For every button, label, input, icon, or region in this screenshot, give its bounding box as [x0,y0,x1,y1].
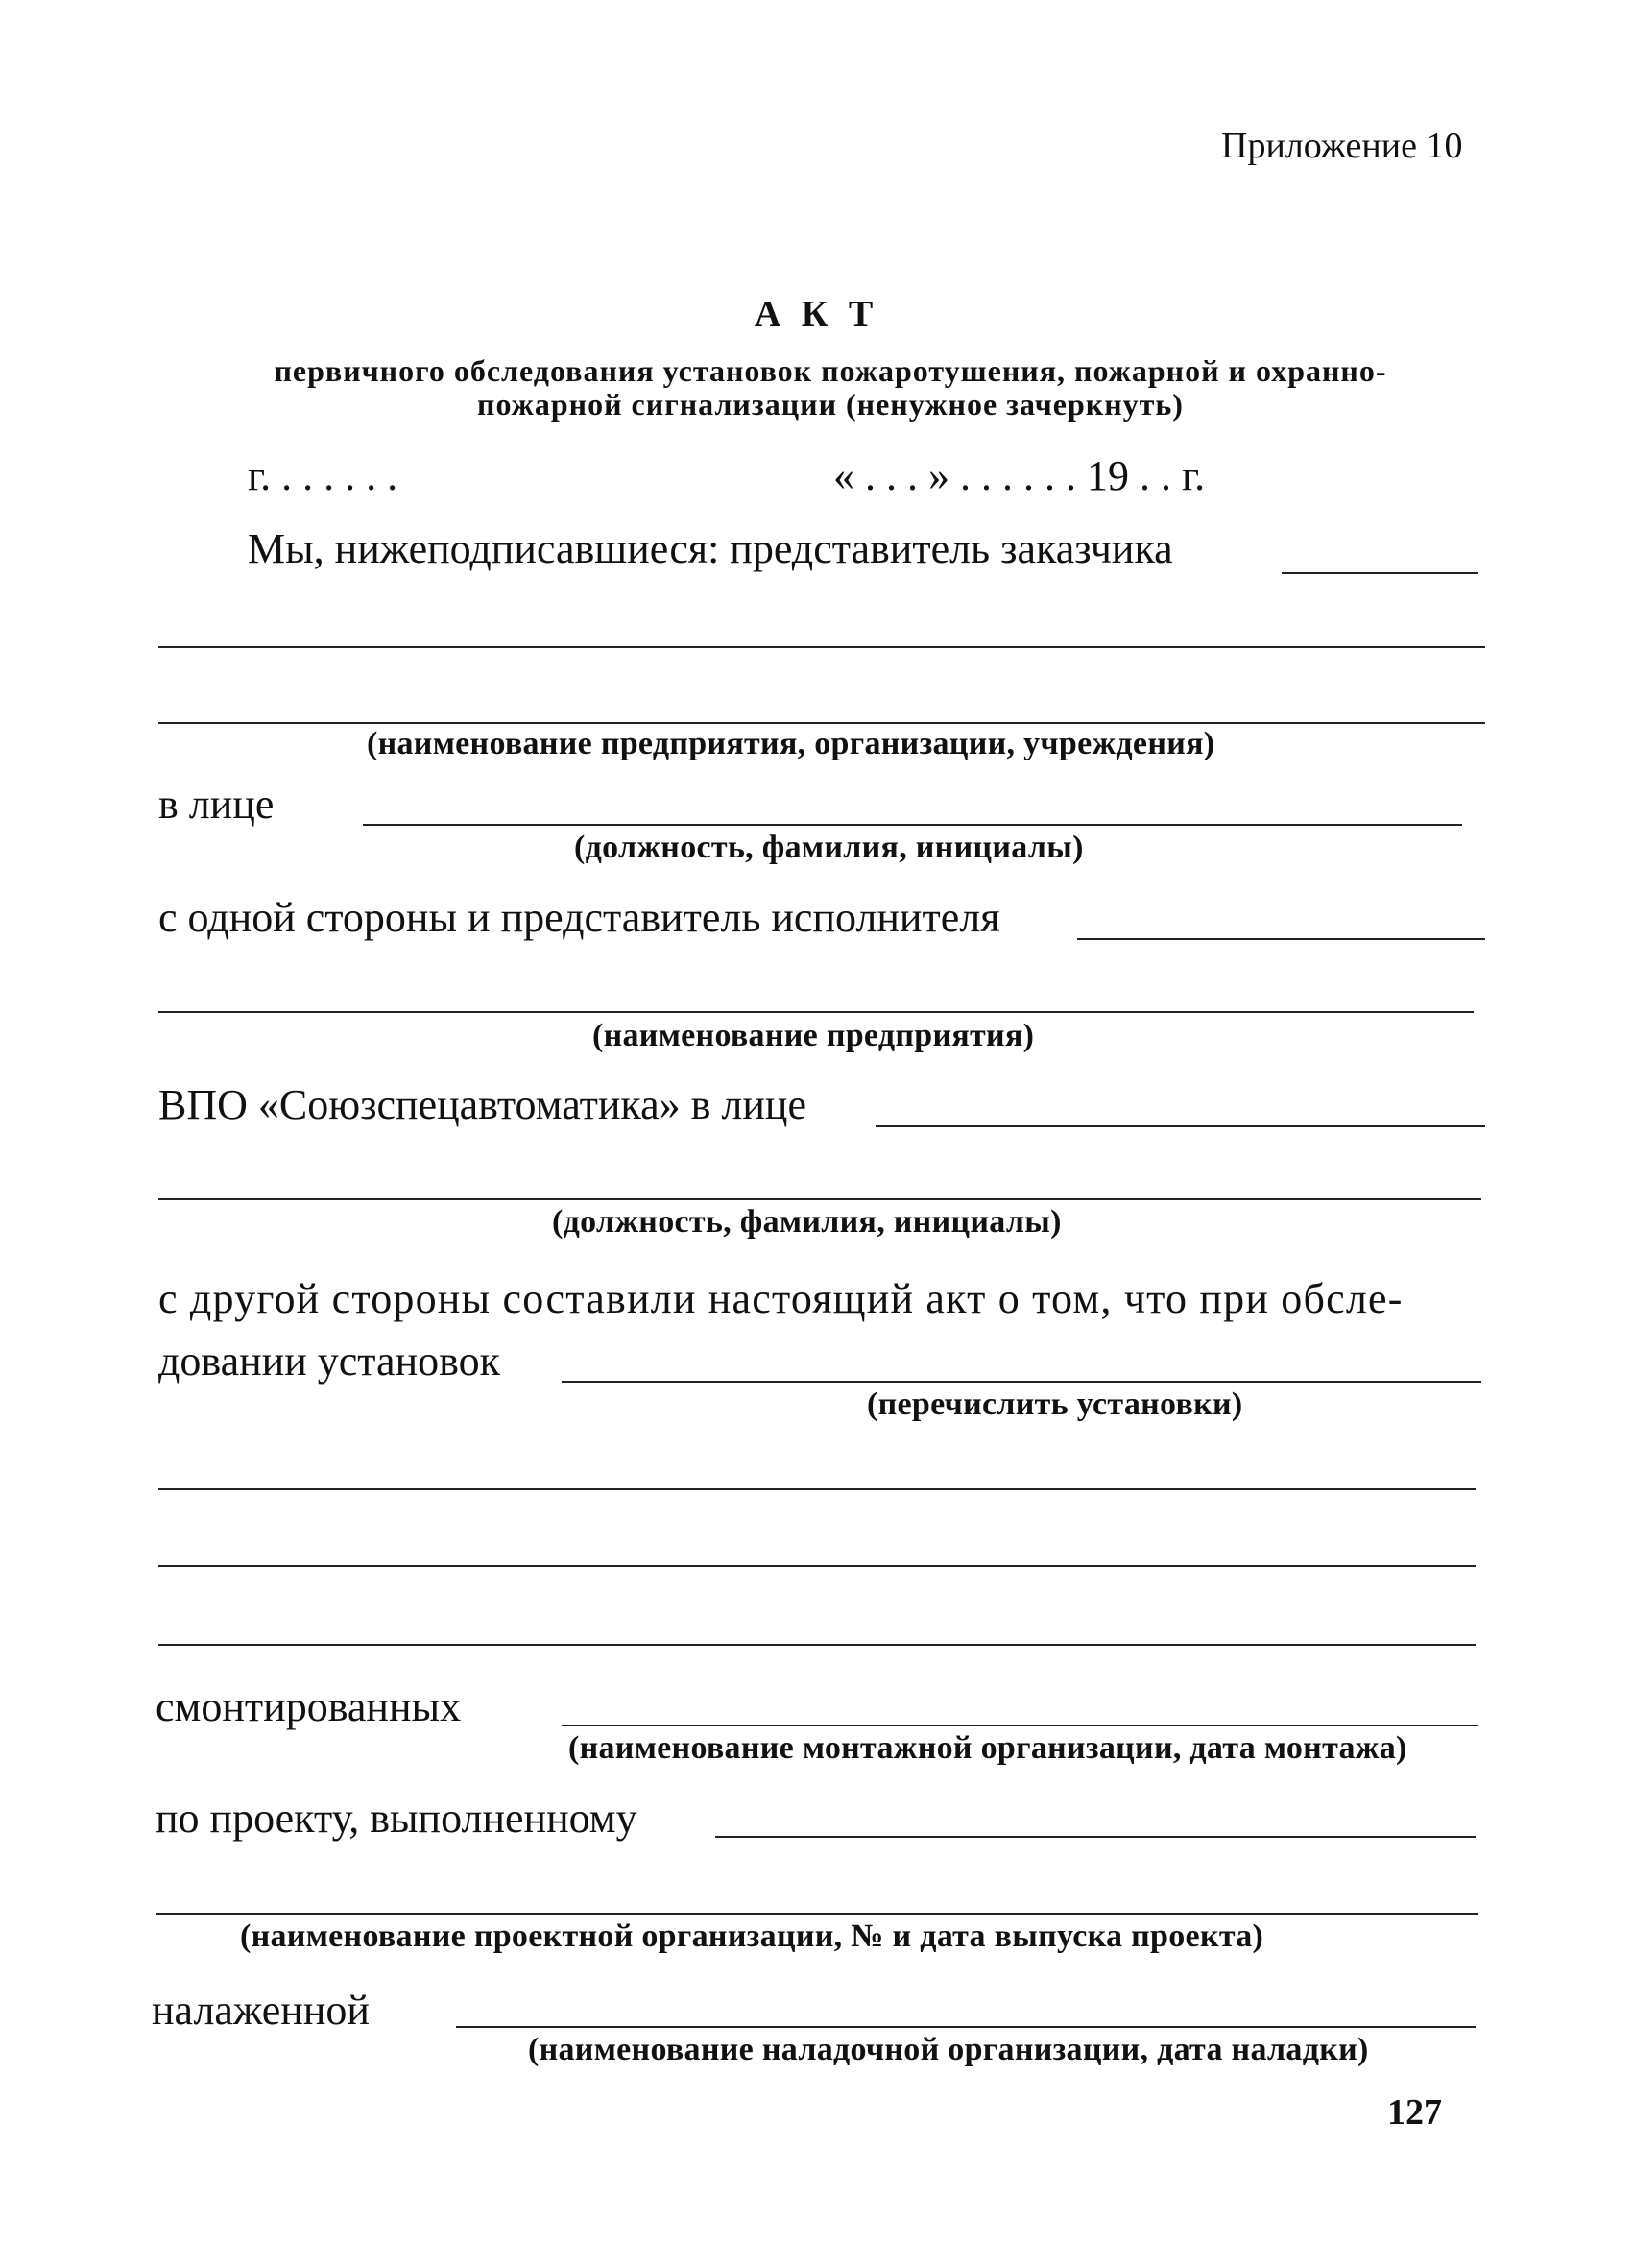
other-side-text-2: довании установок [158,1338,500,1385]
blank-line-2 [158,722,1485,724]
caption-mount-org: (наименование монтажной организации, дата монтажа) [568,1730,1407,1766]
caption-position-2: (должность, фамилия, инициалы) [552,1204,1062,1240]
other-side-text-1: с другой стороны составили настоящий акт о том, что при обсле- [158,1275,1404,1322]
vpo-text: ВПО «Союзспецавтоматика» в лице [158,1081,806,1128]
date-field: « . . . » . . . . . . 19 . . г. [833,452,1206,499]
in-person-line-1 [363,824,1462,826]
contractor-rep-line [1077,938,1485,940]
blank-line-1 [158,646,1485,648]
page-number: 127 [1387,2092,1442,2133]
document-subtitle-line-2: пожарной сигнализации (ненужное зачеркнуть) [477,387,1184,422]
intro-text: Мы, нижеподписавшиеся: представитель заказчика [248,525,1173,572]
city-field: г. . . . . . . [248,452,398,499]
mounted-label: смонтированных [156,1683,462,1730]
appendix-label: Приложение 10 [1221,126,1463,166]
blank-line-5 [158,1488,1476,1490]
caption-enterprise: (наименование предприятия) [592,1018,1035,1053]
in-person-label-1: в лице [158,781,275,828]
project-line [715,1836,1476,1838]
blank-line-6 [158,1565,1476,1567]
caption-project-org: (наименование проектной организации, № и дата выпуска проекта) [240,1918,1264,1954]
document-subtitle-line-1: первичного обследования установок пожаротушения, пожарной и охранно- [274,353,1387,388]
one-side-text: с одной стороны и представитель исполнителя [158,894,1000,941]
blank-line-8 [156,1913,1478,1915]
mounted-line [562,1725,1478,1726]
by-project-label: по проекту, выполненному [156,1795,637,1842]
caption-organization: (наименование предприятия, организации, учреждения) [367,726,1215,761]
blank-line-4 [158,1198,1481,1200]
installations-line [562,1381,1481,1383]
document-title: А К Т [754,294,879,334]
customer-rep-line [1282,572,1478,574]
blank-line-7 [158,1644,1476,1646]
adjusted-label: налаженной [152,1987,370,2034]
adjusted-line [456,2026,1476,2028]
blank-line-3 [158,1011,1474,1013]
caption-position-1: (должность, фамилия, инициалы) [574,830,1084,865]
caption-adjust-org: (наименование наладочной организации, дата наладки) [528,2032,1369,2067]
caption-list-installations: (перечислить установки) [867,1387,1243,1422]
vpo-person-line [876,1125,1485,1127]
